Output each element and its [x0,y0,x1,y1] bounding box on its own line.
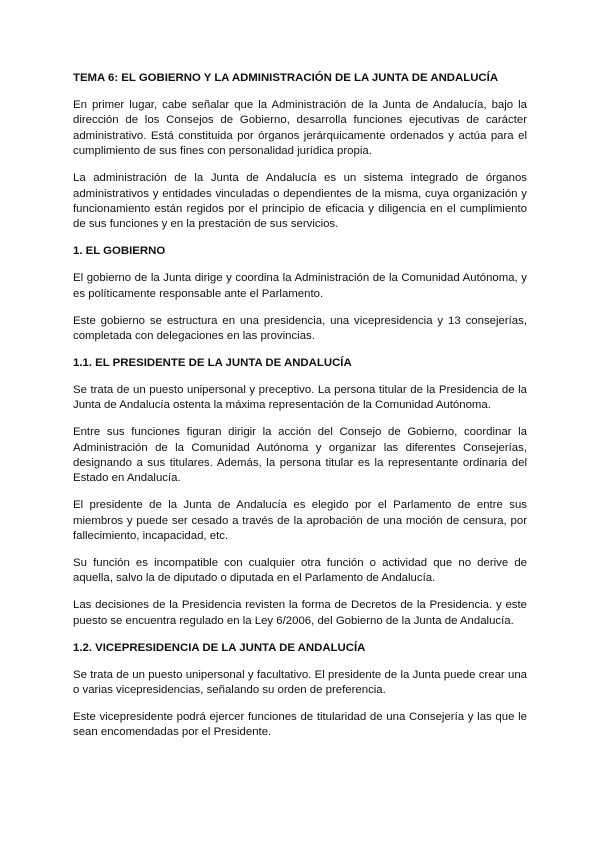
section-paragraph: Se trata de un puesto unipersonal y facultativo. El presidente de la Junta puede crear una o varias vicepresidencias, señalando su orden de preferencia. [73,668,527,697]
section-paragraph: El presidente de la Junta de Andalucía es elegido por el Parlamento de entre sus miembros y puede ser cesado a través de la aprobación de una moción de censura, por fallecimiento, incapacidad, etc. [73,499,527,543]
section-heading-presidente: 1.1. EL PRESIDENTE DE LA JUNTA DE ANDALUCÍA [73,356,352,369]
section-paragraph: Entre sus funciones figuran dirigir la acción del Consejo de Gobierno, coordinar la Administración de la Comunidad Autónoma y organizar las diferentes Consejerías, designando a sus titulares. Además, la persona titular es la representante ordinaria del Estado en Andalucía. [73,426,527,485]
section-paragraph: Este gobierno se estructura en una presidencia, una vicepresidencia y 13 consejerías, completada con delegaciones en las provincias. [73,314,527,342]
section-paragraph: El gobierno de la Junta dirige y coordina la Administración de la Comunidad Autónoma, y es políticamente responsable ante el Parlamento. [73,272,527,300]
section-paragraph: Se trata de un puesto unipersonal y preceptivo. La persona titular de la Presidencia de la Junta de Andalucía ostenta la máxima representación de la Comunidad Autónoma. [73,383,527,412]
intro-paragraph-1: En primer lugar, cabe señalar que la Administración de la Junta de Andalucía, bajo la dirección de los Consejos de Gobierno, desarrolla funciones ejecutivas de carácter administrativo. Está constituida por órganos jerárquicamente ordenados y actúa para el cumplimiento de sus fines con personalidad jurídica propia. [73,99,527,158]
section-paragraph: Este vicepresidente podrá ejercer funciones de titularidad de una Consejería y las que le sean encomendadas por el Presidente. [73,710,527,739]
intro-paragraph-2: La administración de la Junta de Andalucía es un sistema integrado de órganos administrativos y entidades vinculadas o dependientes de la misma, cuya organización y funcionamiento están regidos por el principio de eficacia y diligencia en el cumplimiento de sus funciones y en la prestación de sus servicios. [73,172,527,231]
section-paragraph: Las decisiones de la Presidencia revisten la forma de Decretos de la Presidencia. y este puesto se encuentra regulado en la Ley 6/2006, del Gobierno de la Junta de Andalucía. [73,599,527,627]
document-title: TEMA 6: EL GOBIERNO Y LA ADMINISTRACIÓN DE LA JUNTA DE ANDALUCÍA [73,72,499,84]
section-heading-vicepresidencia: 1.2. VICEPRESIDENCIA DE LA JUNTA DE ANDALUCÍA [73,641,366,654]
section-paragraph: Su función es incompatible con cualquier otra función o actividad que no derive de aquella, salvo la de diputado o diputada en el Parlamento de Andalucía. [73,557,527,585]
section-heading-gobierno: 1. EL GOBIERNO [73,245,166,258]
